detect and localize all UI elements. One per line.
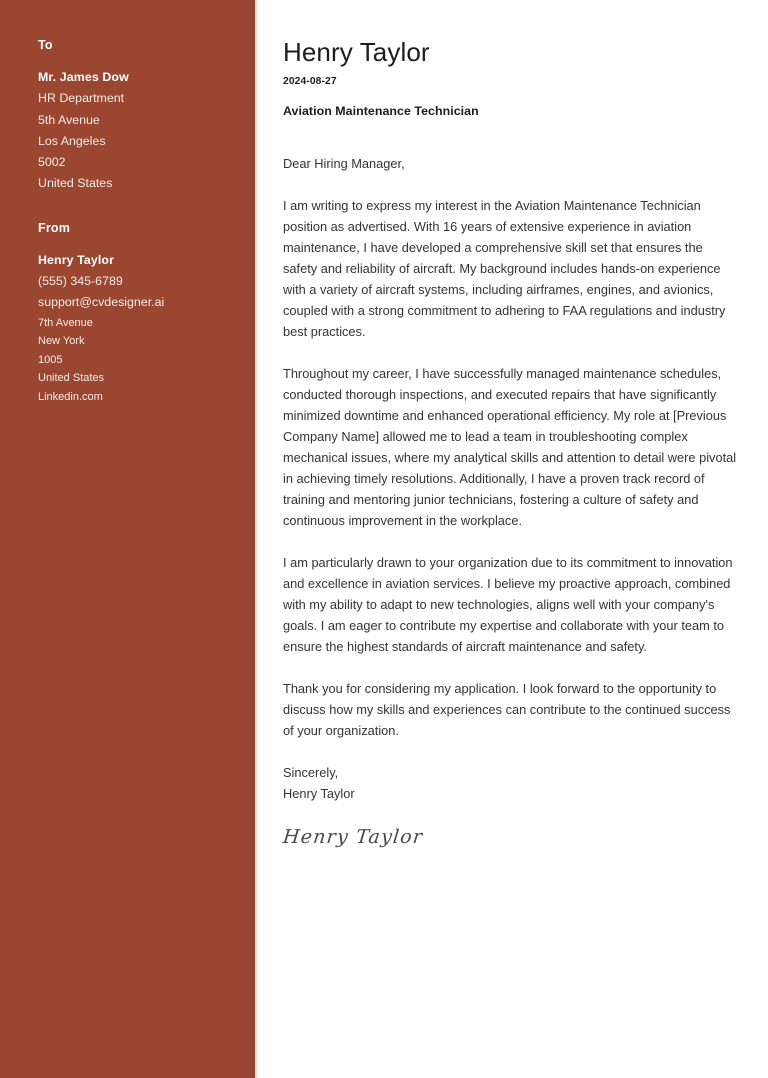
letter-paragraph-3: I am particularly drawn to your organization due to its commitment to innovation and excellence in aviation services. I believe my proactive approach, combined with my ability to adapt to new technologies, aligns well with your company's goals. I am eager to contribute my expertise and collaborate with your team to ensure the highest standards of aircraft maintenance and safety. — [283, 554, 733, 654]
letter-paragraph-1: I am writing to express my interest in the Aviation Maintenance Technician position as advertised. With 16 years of extensive experience in aviation maintenance, I have developed a comprehensive skill set that ensures the safety and reliability of aircraft. My background includes hands-on experience with a variety of aircraft systems, including airframes, engines, and avionics, coupled with a strong commitment to adhering to FAA regulations and industry best practices. — [283, 197, 726, 339]
signature: Henry Taylor — [281, 825, 425, 848]
contact-sidebar — [0, 0, 257, 1078]
from-address-block — [38, 250, 255, 406]
from-postal-code: 1005 — [38, 353, 63, 366]
from-street: 7th Avenue — [38, 316, 93, 329]
from-city: New York — [38, 335, 85, 348]
to-department: HR Department — [38, 91, 125, 106]
letter-body — [257, 0, 768, 1078]
letter-paragraph-2: Throughout my career, I have successfully managed maintenance schedules, conducted thorough inspections, and executed repairs that have significantly minimized downtime and enhanced operational efficiency. My role at [Previous Company Name] allowed me to lead a team in troubleshooting complex mechanical issues, where my analytical skills and attention to detail were pivotal in achieving timely resolutions. Additionally, I have a proven track record of training and mentoring junior technicians, fostering a culture of safety and continuous improvement in the workplace. — [283, 365, 737, 528]
from-linkedin: Linkedin.com — [38, 390, 103, 403]
from-section — [38, 221, 255, 406]
to-country: United States — [38, 176, 113, 191]
to-address-block — [38, 67, 255, 195]
to-section-label: To — [38, 38, 53, 52]
from-country: United States — [38, 372, 105, 385]
to-street: 5th Avenue — [38, 112, 100, 127]
to-city: Los Angeles — [38, 133, 106, 148]
applicant-name: Henry Taylor — [283, 37, 430, 67]
from-section-label: From — [38, 220, 71, 235]
to-section — [38, 38, 255, 195]
letter-date: 2024-08-27 — [283, 75, 337, 87]
closing-salutation: Sincerely, — [283, 764, 339, 780]
from-email: support@cvdesigner.ai — [38, 295, 165, 310]
closing-block — [283, 762, 740, 804]
letter-paragraph-4: Thank you for considering my application. I look forward to the opportunity to discuss how my skills and experiences can contribute to the continued success of your organization. — [283, 680, 731, 738]
to-postal-code: 5002 — [38, 155, 66, 170]
sidebar-spacer — [38, 195, 255, 221]
closing-name: Henry Taylor — [283, 785, 355, 801]
to-recipient-name: Mr. James Dow — [38, 70, 129, 84]
salutation: Dear Hiring Manager, — [283, 155, 405, 171]
from-sender-name: Henry Taylor — [38, 252, 115, 267]
job-title: Aviation Maintenance Technician — [283, 103, 479, 118]
from-phone: (555) 345-6789 — [38, 274, 123, 289]
